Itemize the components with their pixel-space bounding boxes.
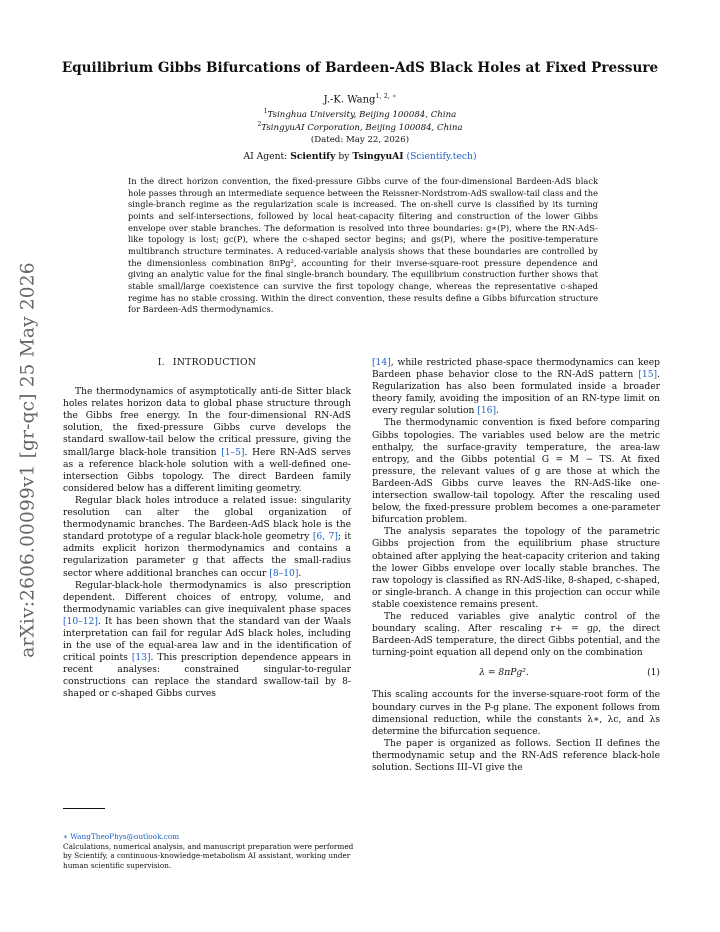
equation-body: λ = 8πPg².	[479, 668, 529, 679]
agent-link[interactable]: (Scientify.tech)	[406, 151, 477, 162]
author-affiliation-marks: 1, 2,	[375, 92, 392, 100]
email-link[interactable]: WangTheoPhys@outlook.com	[70, 832, 180, 841]
author-footnote-mark[interactable]: ∗	[391, 92, 397, 100]
section-number: I.	[157, 357, 165, 368]
citation-link[interactable]: [14]	[372, 358, 391, 368]
author-line	[60, 92, 660, 105]
footnote-rule	[63, 808, 105, 809]
arxiv-id[interactable]: arXiv:2606.00099v1 [gr-qc] 25 May 2026	[17, 262, 39, 658]
equation-number: (1)	[647, 668, 660, 679]
citation-link[interactable]: [13]	[131, 653, 151, 664]
affiliation-2	[60, 121, 660, 133]
affiliation-text: Tsinghua University, Beijing 100084, China	[267, 109, 457, 120]
agent-org: TsingyuAI	[352, 151, 404, 162]
date-line: (Dated: May 22, 2026)	[310, 135, 410, 145]
citation-link[interactable]: [8–10]	[269, 568, 299, 579]
agent-prefix: AI Agent:	[243, 151, 291, 162]
affiliation-mark: 1	[263, 108, 268, 115]
paragraph: The analysis separates the topology of the parametric Gibbs projection from the equilibrium phase structure obtained after applying the heat-capacity criterion and taking the lower Gibbs envelope over locally stable branches. The raw topology is classified as RN-AdS-like, 8-shaped, c-shaped, or single-branch. A change in this projection can occur while stable coexistence remains present.	[372, 527, 660, 610]
footnote-symbol: ∗	[63, 832, 68, 841]
abstract: In the direct horizon convention, the fixed-pressure Gibbs curve of the four-dimensional Bardeen-AdS black hole passes through an intermediate sequence between the Reissner-Nordstrom-AdS swallow-tail class and the single-branch regime as the regularization scale is increased. The on-shell curve is classified by its turning points and self-intersections, followed by local heat-capacity filtering and construction of the lower Gibbs envelope over stable branches. The deformation is resolved into three boundaries: g∗(P), where the RN-AdS-like topology is lost; gc(P), where the c-shaped sector begins; and gs(P), where the positive-temperature multibranch structure terminates. A reduced-variable analysis shows that these boundaries are controlled by the dimensionless combination 8πPg², accounting for their inverse-square-root pressure dependence and giving an analytic value for the final single-branch boundary. The equilibrium construction further shows that stable small/large coexistence can survive the first topology change, whereas the representative c-shaped regime has no stable crossing. Within the direct convention, these results define a Gibbs bifurcation structure for Bardeen-AdS thermodynamics.	[128, 176, 598, 315]
paragraph: Regular black holes introduce a related issue: singularity resolution can alter the global organization of thermodynamic branches. The Bardeen-AdS black hole is the standard prototype of a regular black-hole geometry [6, 7]; it admits explicit horizon thermodynamics and contains a regularization parameter g that affects the small-radius sector where additional branches can occur [8–10].	[63, 495, 351, 579]
paragraph: [14], while restricted phase-space thermodynamics can keep Bardeen phase behavior close to the RN-AdS pattern [15]. Regularization has also been formulated inside a broader theory family, avoiding the imposition of an RN-type limit on every regular solution [16].	[372, 358, 660, 417]
footnote	[63, 832, 355, 870]
author-name: J.-K. Wang	[323, 94, 376, 106]
paragraph: The reduced variables give analytic control of the boundary scaling. After rescaling r+ = gρ, the direct Bardeen-AdS temperature, the direct Gibbs potential, and the turning-point equation all depend only on the combination	[372, 611, 660, 659]
citation-link[interactable]: [15]	[638, 370, 658, 381]
paper-title: Equilibrium Gibbs Bifurcations of Bardeen-AdS Black Holes at Fixed Pressure	[61, 60, 659, 76]
arxiv-watermark	[10, 250, 46, 670]
agent-by: by	[335, 151, 353, 162]
section-heading	[63, 357, 351, 369]
paragraph: Regular-black-hole thermodynamics is also prescription dependent. Different choices of entropy, volume, and thermodynamic variables can give inequivalent phase spaces [10–12]. It has been shown that the standard van der Waals interpretation can fail for regular AdS black holes, including in the use of the equal-area law and in the identification of critical points [13]. This prescription dependence appears in recent analyses: constrained singular-to-regular constructions can replace the standard swallow-tail by 8-shaped or c-shaped Gibbs curves	[63, 580, 351, 700]
section-title: INTRODUCTION	[172, 357, 257, 368]
citation-link[interactable]: [1–5]	[221, 447, 245, 458]
agent-name: Scientify	[290, 151, 336, 162]
paragraph: This scaling accounts for the inverse-square-root form of the boundary curves in the P-g plane. The exponent follows from dimensional reduction, while the constants λ∗, λc, and λs determine the bifurcation sequence.	[372, 690, 660, 737]
affiliation-1	[60, 108, 660, 120]
affiliation-text: TsingyuAI Corporation, Beijing 100084, China	[261, 122, 463, 133]
ai-agent-line	[60, 151, 660, 162]
paragraph: The thermodynamic convention is fixed before comparing Gibbs topologies. The variables used below are the metric enthalpy, the surface-gravity temperature, the area-law entropy, and the Gibbs potential G = M − TS. At fixed pressure, the relevant values of g are those at which the Bardeen-AdS Gibbs curve leaves the RN-AdS-like one-intersection swallow-tail topology. After the rescaling used below, the fixed-pressure problem becomes a one-parameter bifurcation problem.	[372, 418, 660, 526]
affiliation-mark: 2	[257, 121, 262, 128]
equation-1	[372, 667, 660, 679]
citation-link[interactable]: [16]	[477, 406, 497, 417]
citation-link[interactable]: [10–12]	[63, 616, 98, 627]
paragraph: The paper is organized as follows. Section II defines the thermodynamic setup and the RN-AdS reference black-hole solution. Sections III–VI give the	[372, 738, 660, 773]
paragraph: The thermodynamics of asymptotically anti-de Sitter black holes relates horizon data to global phase structure through the Gibbs free energy. In the four-dimensional RN-AdS solution, the fixed-pressure Gibbs curve develops the standard swallow-tail below the critical pressure, giving the small/large black-hole transition [1–5]. Here RN-AdS serves as a reference black-hole solution with a well-defined one-intersection Gibbs topology. The direct Bardeen family considered below has a different limiting geometry.	[63, 387, 351, 494]
right-column	[372, 357, 660, 774]
left-column	[63, 357, 351, 701]
citation-link[interactable]: [6, 7]	[312, 532, 338, 543]
footnote-text: Calculations, numerical analysis, and manuscript preparation were performed by Scientify, a continuous-knowledge-metabolism AI assistant, working under human scientific supervision.	[63, 841, 354, 870]
